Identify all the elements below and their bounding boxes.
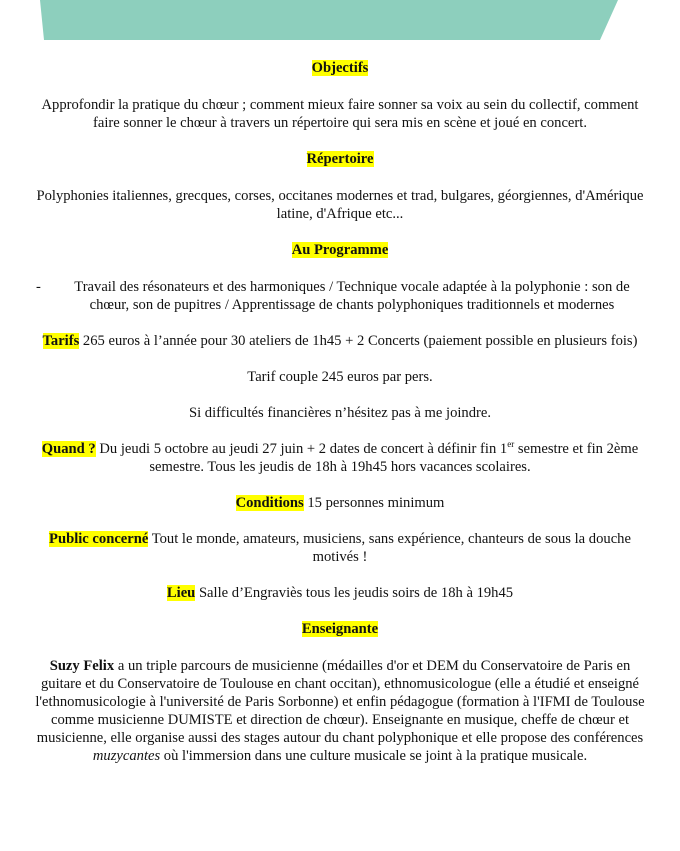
lieu-line (30, 584, 650, 602)
programme-item: Travail des résonateurs et des harmoniques / Technique vocale adaptée à la polyphonie : son de chœur, son de pupitres / Apprentissage de chants polyphoniques traditionnels et modernes (74, 279, 630, 313)
banner-shape (40, 0, 618, 40)
public-line (30, 530, 650, 566)
quand-text-before: Du jeudi 5 octobre au jeudi 27 juin + 2 dates de concert à définir fin 1 (95, 441, 508, 457)
tarifs-text: 265 euros à l’année pour 30 ateliers de 1h45 + 2 Concerts (paiement possible en plusieurs fois) (79, 333, 638, 349)
tarifs-label: Tarifs (42, 333, 80, 349)
header-banner (0, 0, 680, 44)
conditions-label: Conditions (235, 495, 304, 511)
bullet-dash: - (36, 279, 41, 295)
enseignante-bio (30, 657, 650, 765)
section-repertoire (30, 150, 650, 168)
bio-text-1: a un triple parcours de musicienne (médailles d'or et DEM du Conservatoire de Paris en guitare et du Conservatoire de Toulouse en chant occitan), ethnomusicologue (elle a étudié et enseigné l'ethnomusicologie à l'université de Paris Sorbonne) et enfin pédagogue (formation à l'IFMI de Toulouse comme musicienne DUMISTE et direction de chœur). Enseignante en musique, cheffe de chœur et musicienne, elle organise aussi des stages autour du chant polyphonique et elle propose des conférences (35, 658, 645, 746)
section-enseignante (30, 620, 650, 638)
lieu-text: Salle d’Engraviès tous les jeudis soirs de 18h à 19h45 (195, 585, 514, 601)
enseignante-heading: Enseignante (301, 621, 379, 637)
teacher-name: Suzy Felix (49, 658, 115, 674)
tarifs-line (30, 332, 650, 350)
bio-text-2: où l'immersion dans une culture musicale se joint à la pratique musicale. (160, 748, 588, 764)
public-text: Tout le monde, amateurs, musiciens, sans expérience, chanteurs de sous la douche motivés ! (148, 531, 631, 565)
repertoire-heading: Répertoire (306, 151, 374, 167)
public-label: Public concerné (49, 531, 149, 547)
difficultes-text: Si difficultés financières n’hésitez pas à me joindre. (188, 405, 492, 421)
objectifs-heading: Objectifs (311, 60, 369, 76)
section-objectifs (30, 59, 650, 77)
quand-text-after: semestre et fin 2ème semestre. Tous les jeudis de 18h à 19h45 hors vacances scolaires. (149, 441, 639, 475)
list-item (30, 278, 650, 314)
bio-italic: muzycantes (92, 748, 161, 764)
conditions-text: 15 personnes minimum (303, 495, 445, 511)
quand-superscript: er (507, 439, 515, 450)
repertoire-text: Polyphonies italiennes, grecques, corses, occitanes modernes et trad, bulgares, géorgiennes, d'Amérique latine, d'Afrique etc... (36, 188, 644, 222)
document-body (30, 59, 650, 783)
programme-heading: Au Programme (291, 242, 389, 258)
lieu-label: Lieu (166, 585, 196, 601)
section-programme (30, 241, 650, 259)
quand-label: Quand ? (41, 441, 96, 457)
quand-line (30, 440, 650, 476)
conditions-line (30, 494, 650, 512)
objectifs-text: Approfondir la pratique du chœur ; comment mieux faire sonner sa voix au sein du collectif, comment faire sonner le chœur à travers un répertoire qui sera mis en scène et joué en concert. (41, 97, 639, 131)
tarif-couple: Tarif couple 245 euros par pers. (247, 369, 433, 385)
